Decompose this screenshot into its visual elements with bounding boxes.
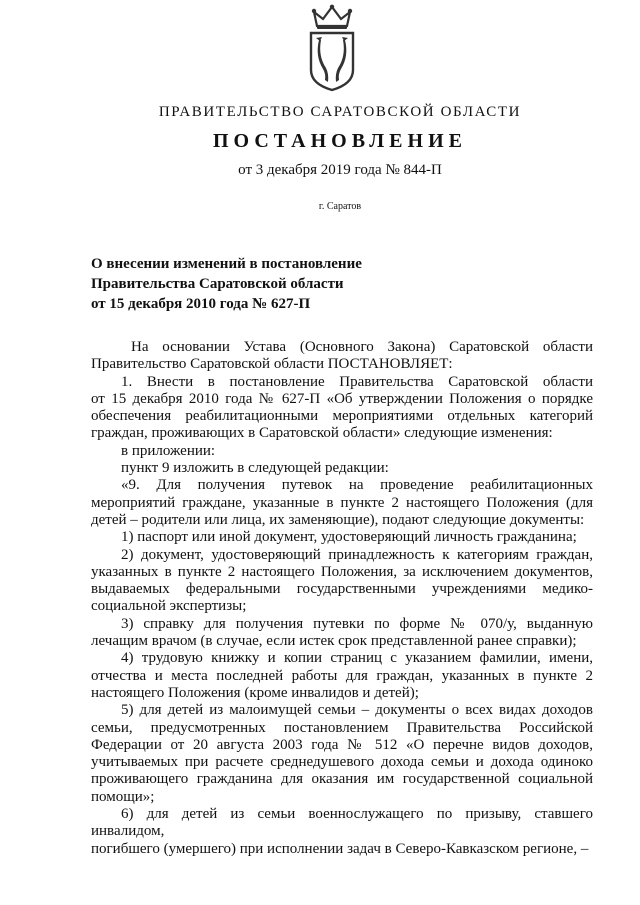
subject-block <box>91 254 362 314</box>
body-line: указанных в пункте 2 настоящего Положения, за исключением документов, <box>91 563 593 580</box>
government-name: ПРАВИТЕЛЬСТВО САРАТОВСКОЙ ОБЛАСТИ <box>158 104 522 120</box>
body-line: погибшего (умершего) при исполнении задач в Северо-Кавказском регионе, – <box>91 840 589 857</box>
body-line: Правительство Саратовской области ПОСТАНОВЛЯЕТ: <box>91 356 453 373</box>
body-line: 1) паспорт или иной документ, удостоверяющий личность гражданина; <box>121 529 577 546</box>
shield-icon <box>311 33 353 90</box>
coat-of-arms-emblem <box>301 4 363 92</box>
subject-line: Правительства Саратовской области <box>91 276 344 292</box>
body-line: 2) документ, удостоверяющий принадлежность к категориям граждан, <box>121 546 593 563</box>
body-line: На основании Устава (Основного Закона) Саратовской области <box>131 339 593 355</box>
body-line: выдаваемых федеральными государственными учреждениями медико- <box>91 581 593 598</box>
body-line: граждан, проживающих в Саратовской области» следующие изменения: <box>91 425 553 442</box>
body-line: социальной экспертизы; <box>91 598 247 615</box>
body-line: лечащим врачом (в случае, если истек срок представленной ранее справки); <box>91 633 577 650</box>
body-line: «9. Для получения путевок на проведение реабилитационных <box>121 477 593 494</box>
body-line: пункт 9 изложить в следующей редакции: <box>121 460 389 477</box>
body-line: детей – родители или лица, их заменяющие), подают следующие документы: <box>91 511 585 528</box>
body-line: 1. Внести в постановление Правительства Саратовской области <box>121 373 593 390</box>
body-line: в приложении: <box>121 442 216 459</box>
body-line: 3) справку для получения путевки по форме № 070/у, выданную <box>121 615 593 632</box>
body-line: 4) трудовую книжку и копии страниц с указанием фамилии, имени, <box>121 650 593 667</box>
body-line: обеспечения реабилитационными мероприятиями отдельных категорий <box>91 408 593 425</box>
document-body <box>91 339 593 858</box>
body-line: проживающего гражданина для оказания им государственной социальной <box>91 771 593 788</box>
body-line: семьи, предусмотренных постановлением Правительства Российской <box>91 719 593 736</box>
body-line: учитываемых при расчете среднедушевого дохода семьи и дохода одиноко <box>91 754 593 771</box>
body-line: отчества и места последней работы для граждан, указанных в пункте 2 <box>91 667 593 684</box>
subject-line: от 15 декабря 2010 года № 627-П <box>91 296 311 312</box>
crown-icon <box>312 5 352 29</box>
document-type-title: ПОСТАНОВЛЕНИЕ <box>213 130 467 152</box>
body-line: Федерации от 20 августа 2003 года № 512 «О перечне видов доходов, <box>91 736 593 753</box>
body-line: помощи»; <box>91 788 155 805</box>
subject-line: О внесении изменений в постановление <box>91 256 362 272</box>
body-line: мероприятий граждане, указанные в пункте 2 настоящего Положения (для <box>91 494 593 511</box>
body-line: настоящего Положения (кроме инвалидов и детей); <box>91 684 419 701</box>
date-and-number: от 3 декабря 2019 года № 844-П <box>238 162 442 178</box>
body-line: от 15 декабря 2010 года № 627-П «Об утверждении Положения о порядке <box>91 390 593 407</box>
body-line: 5) для детей из малоимущей семьи – документы о всех видах доходов <box>121 702 593 719</box>
city-name: г. Саратов <box>318 201 362 212</box>
body-line: 6) для детей из семьи военнослужащего по призыву, ставшего инвалидом, <box>91 806 593 840</box>
